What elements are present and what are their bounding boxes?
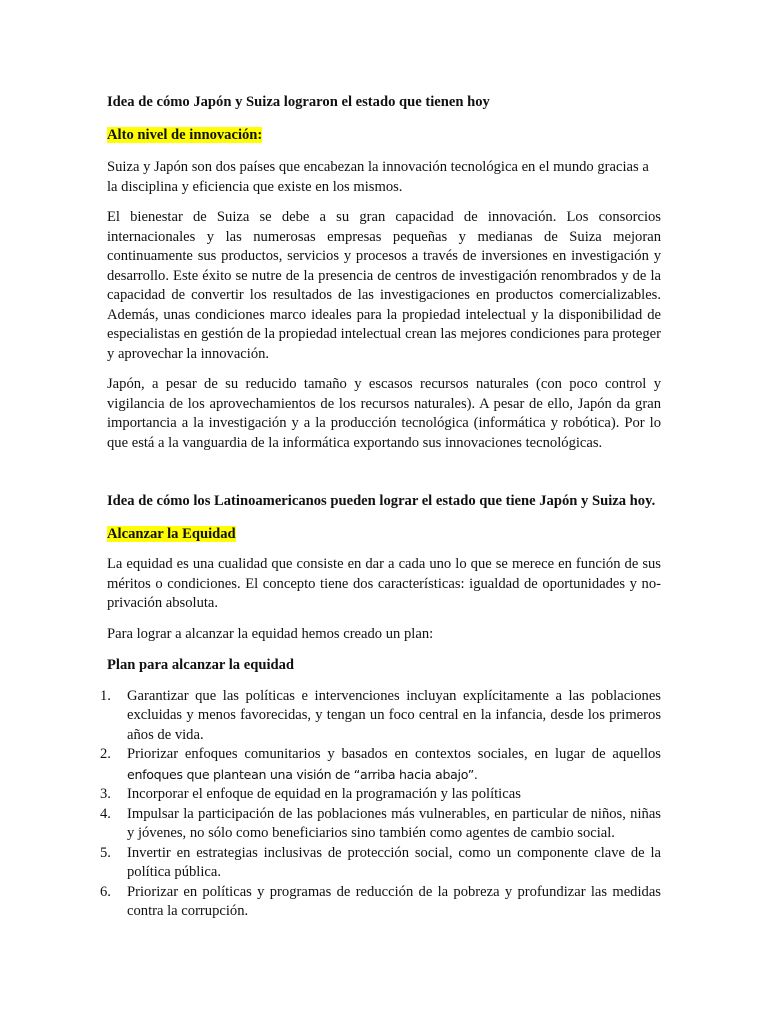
list-number: 4. xyxy=(100,805,111,822)
list-item xyxy=(100,844,661,883)
plan-title: Plan para alcanzar la equidad xyxy=(107,657,295,673)
list-item xyxy=(100,745,661,785)
list-item xyxy=(100,883,661,922)
list-item-text: Priorizar enfoques comunitarios y basados en contextos sociales, en lugar de aquellos xyxy=(127,746,661,762)
document-page xyxy=(100,88,661,922)
list-item-text-alt-font: enfoques que plantean una visión de “arriba hacia abajo”. xyxy=(127,766,478,782)
plan-list xyxy=(100,687,661,922)
paragraph-intro: Suiza y Japón son dos países que encabezan la innovación tecnológica en el mundo gracias a la disciplina y eficiencia que existe en los mismos. xyxy=(107,159,649,195)
paragraph-plan-intro: Para lograr a alcanzar la equidad hemos creado un plan: xyxy=(107,625,434,642)
list-number: 3. xyxy=(100,786,111,802)
list-item-text: Incorporar el enfoque de equidad en la programación y las políticas xyxy=(127,786,521,802)
list-item-text: Priorizar en políticas y programas de reducción de la pobreza y profundizar las medidas contra la corrupción. xyxy=(127,883,661,919)
highlighted-heading-equity xyxy=(107,525,661,545)
section-title-latin-america: Idea de cómo los Latinoamericanos pueden lograr el estado que tiene Japón y Suiza hoy. xyxy=(107,493,656,509)
highlight-text: Alto nivel de innovación: xyxy=(107,126,263,143)
paragraph-japan: Japón, a pesar de su reducido tamaño y escasos recursos naturales (con poco control y vigilancia de los aprovechamientos de los recursos naturales). A pesar de ello, Japón da gran importancia a la investigación y a la producción tecnológica (informática y robótica). Por lo que está a la vanguardia de la informática exportando sus innovaciones tecnológicas. xyxy=(107,376,661,451)
paragraph-equity-definition: La equidad es una cualidad que consiste en dar a cada uno lo que se merece en función de sus méritos o condiciones. El concepto tiene dos características: igualdad de oportunidades y no-privación absoluta. xyxy=(107,556,661,611)
list-item xyxy=(100,785,661,805)
paragraph-switzerland: El bienestar de Suiza se debe a su gran capacidad de innovación. Los consorcios internacionales y las numerosas empresas pequeñas y medianas de Suiza mejoran continuamente sus productos, servicios y procesos a través de inversiones en investigación y desarrollo. Este éxito se nutre de la presencia de centros de investigación renombrados y de la capacidad de convertir los resultados de las investigaciones en productos comercializables. Además, unas condiciones marco ideales para la propiedad intelectual y la disponibilidad de especialistas en gestión de la propiedad intelectual crean las mejores condiciones para proteger y aprovechar la innovación. xyxy=(107,209,661,362)
highlight-text: Alcanzar la Equidad xyxy=(107,525,236,542)
list-item-text: Impulsar la participación de las poblaciones más vulnerables, en particular de niños, niñas y jóvenes, no sólo como beneficiarios sino también como agentes de cambio social. xyxy=(127,805,661,841)
section-title-japan-switzerland: Idea de cómo Japón y Suiza lograron el estado que tienen hoy xyxy=(107,94,490,110)
list-number: 1. xyxy=(100,687,111,704)
list-number: 5. xyxy=(100,844,111,861)
list-item-text: Invertir en estrategias inclusivas de protección social, como un componente clave de la política pública. xyxy=(127,844,661,880)
list-number: 2. xyxy=(100,746,111,762)
list-item-text: Garantizar que las políticas e intervenciones incluyan explícitamente a las poblaciones excluidas y menos favorecidas, y tengan un foco central en la infancia, desde los primeros años de vida. xyxy=(127,687,661,743)
list-item xyxy=(100,687,661,746)
list-number: 6. xyxy=(100,883,111,900)
highlighted-heading-innovation xyxy=(107,126,661,146)
list-item xyxy=(100,805,661,844)
